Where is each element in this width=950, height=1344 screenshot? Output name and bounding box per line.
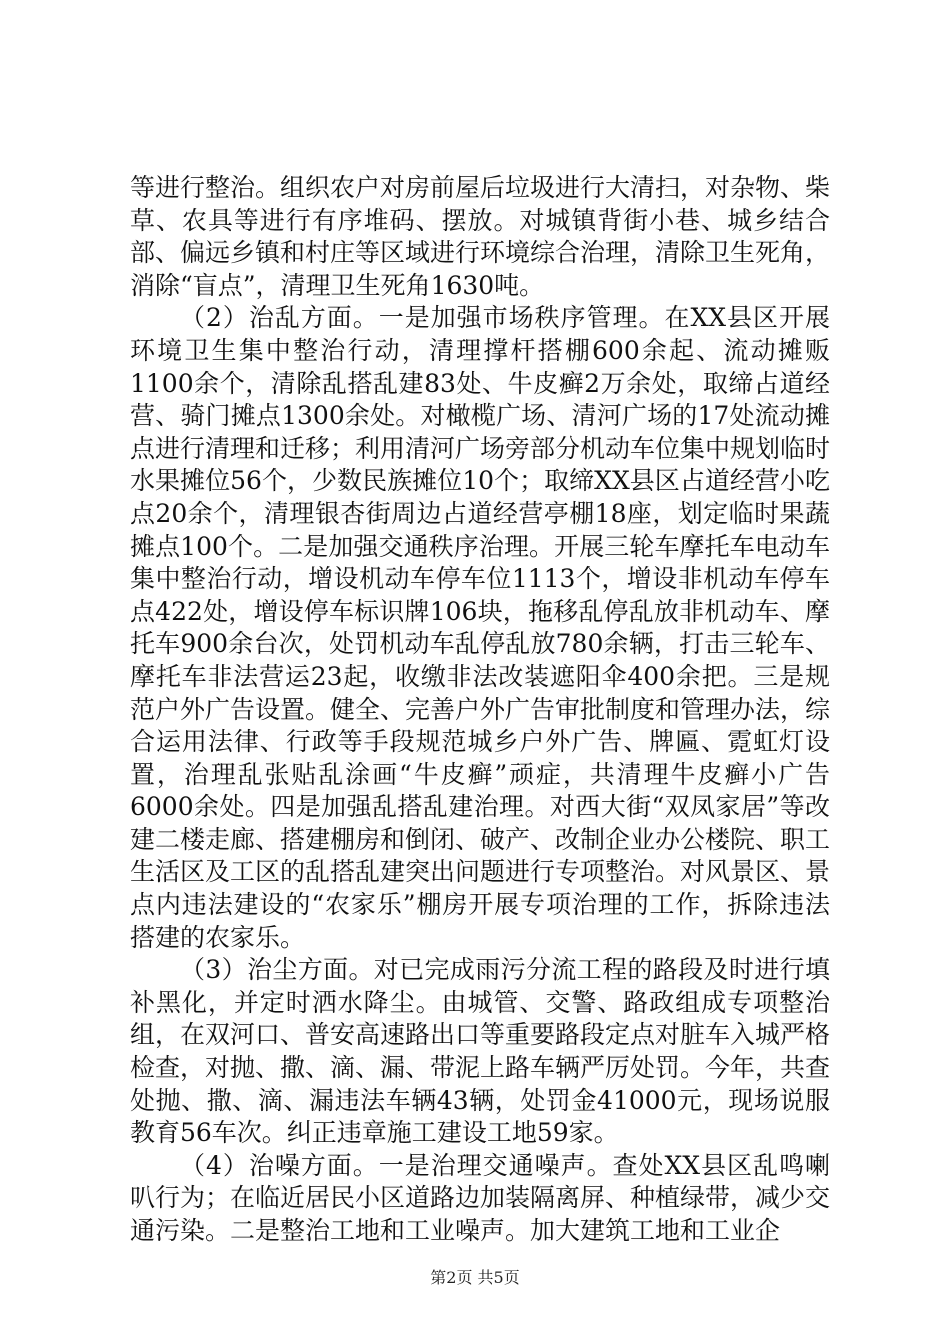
page-footer: 第2页 共5页: [430, 1268, 520, 1287]
document-body: [130, 172, 830, 1248]
paragraph-continuation: 等进行整治。组织农户对房前屋后垃圾进行大清扫，对杂物、柴草、农具等进行有序堆码、摆放。对城镇背街小巷、城乡结合部、偏远乡镇和村庄等区域进行环境综合治理，清除卫生死角，消除“盲点”，清理卫生死角1630吨。: [130, 173, 831, 300]
paragraph-zhizao: （4）治噪方面。一是治理交通噪声。查处XX县区乱鸣喇叭行为；在临近居民小区道路边加装隔离屏、种植绿带，减少交通污染。二是整治工地和工业噪声。加大建筑工地和工业企: [130, 1150, 831, 1245]
paragraph-zhichen: （3）治尘方面。对已完成雨污分流工程的路段及时进行填补黑化，并定时洒水降尘。由城管、交警、路政组成专项整治组，在双河口、普安高速路出口等重要路段定点对脏车入城严格检查，对抛、撒、滴、漏、带泥上路车辆严厉处罚。今年，共查处抛、撒、滴、漏违法车辆43辆，处罚金41000元，现场说服教育56车次。纠正违章施工建设工地59家。: [130, 955, 831, 1148]
paragraph-zhiluan: （2）治乱方面。一是加强市场秩序管理。在XX县区开展环境卫生集中整治行动，清理撑杆搭棚600余起、流动摊贩1100余个，清除乱搭乱建83处、牛皮癣2万余处，取缔占道经营、骑门摊点1300余处。对橄榄广场、清河广场的17处流动摊点进行清理和迁移；利用清河广场旁部分机动车位集中规划临时水果摊位56个，少数民族摊位10个；取缔XX县区占道经营小吃点20余个，清理银杏街周边占道经营亭棚18座，划定临时果蔬摊点100个。二是加强交通秩序治理。开展三轮车摩托车电动车集中整治行动，增设机动车停车位1113个，增设非机动车停车点422处，增设停车标识牌106块，拖移乱停乱放非机动车、摩托车900余台次，处罚机动车乱停乱放780余辆，打击三轮车、摩托车非法营运23起，收缴非法改装遮阳伞400余把。三是规范户外广告设置。健全、完善户外广告审批制度和管理办法，综合运用法律、行政等手段规范城乡户外广告、牌匾、霓虹灯设置，治理乱张贴乱涂画“牛皮癣”顽症，共清理牛皮癣小广告6000余处。四是加强乱搭乱建治理。对西大街“双凤家居”等改建二楼走廊、搭建棚房和倒闭、破产、改制企业办公楼院、职工生活区及工区的乱搭乱建突出问题进行专项整治。对风景区、景点内违法建设的“农家乐”棚房开展专项治理的工作，拆除违法搭建的农家乐。: [130, 303, 831, 952]
